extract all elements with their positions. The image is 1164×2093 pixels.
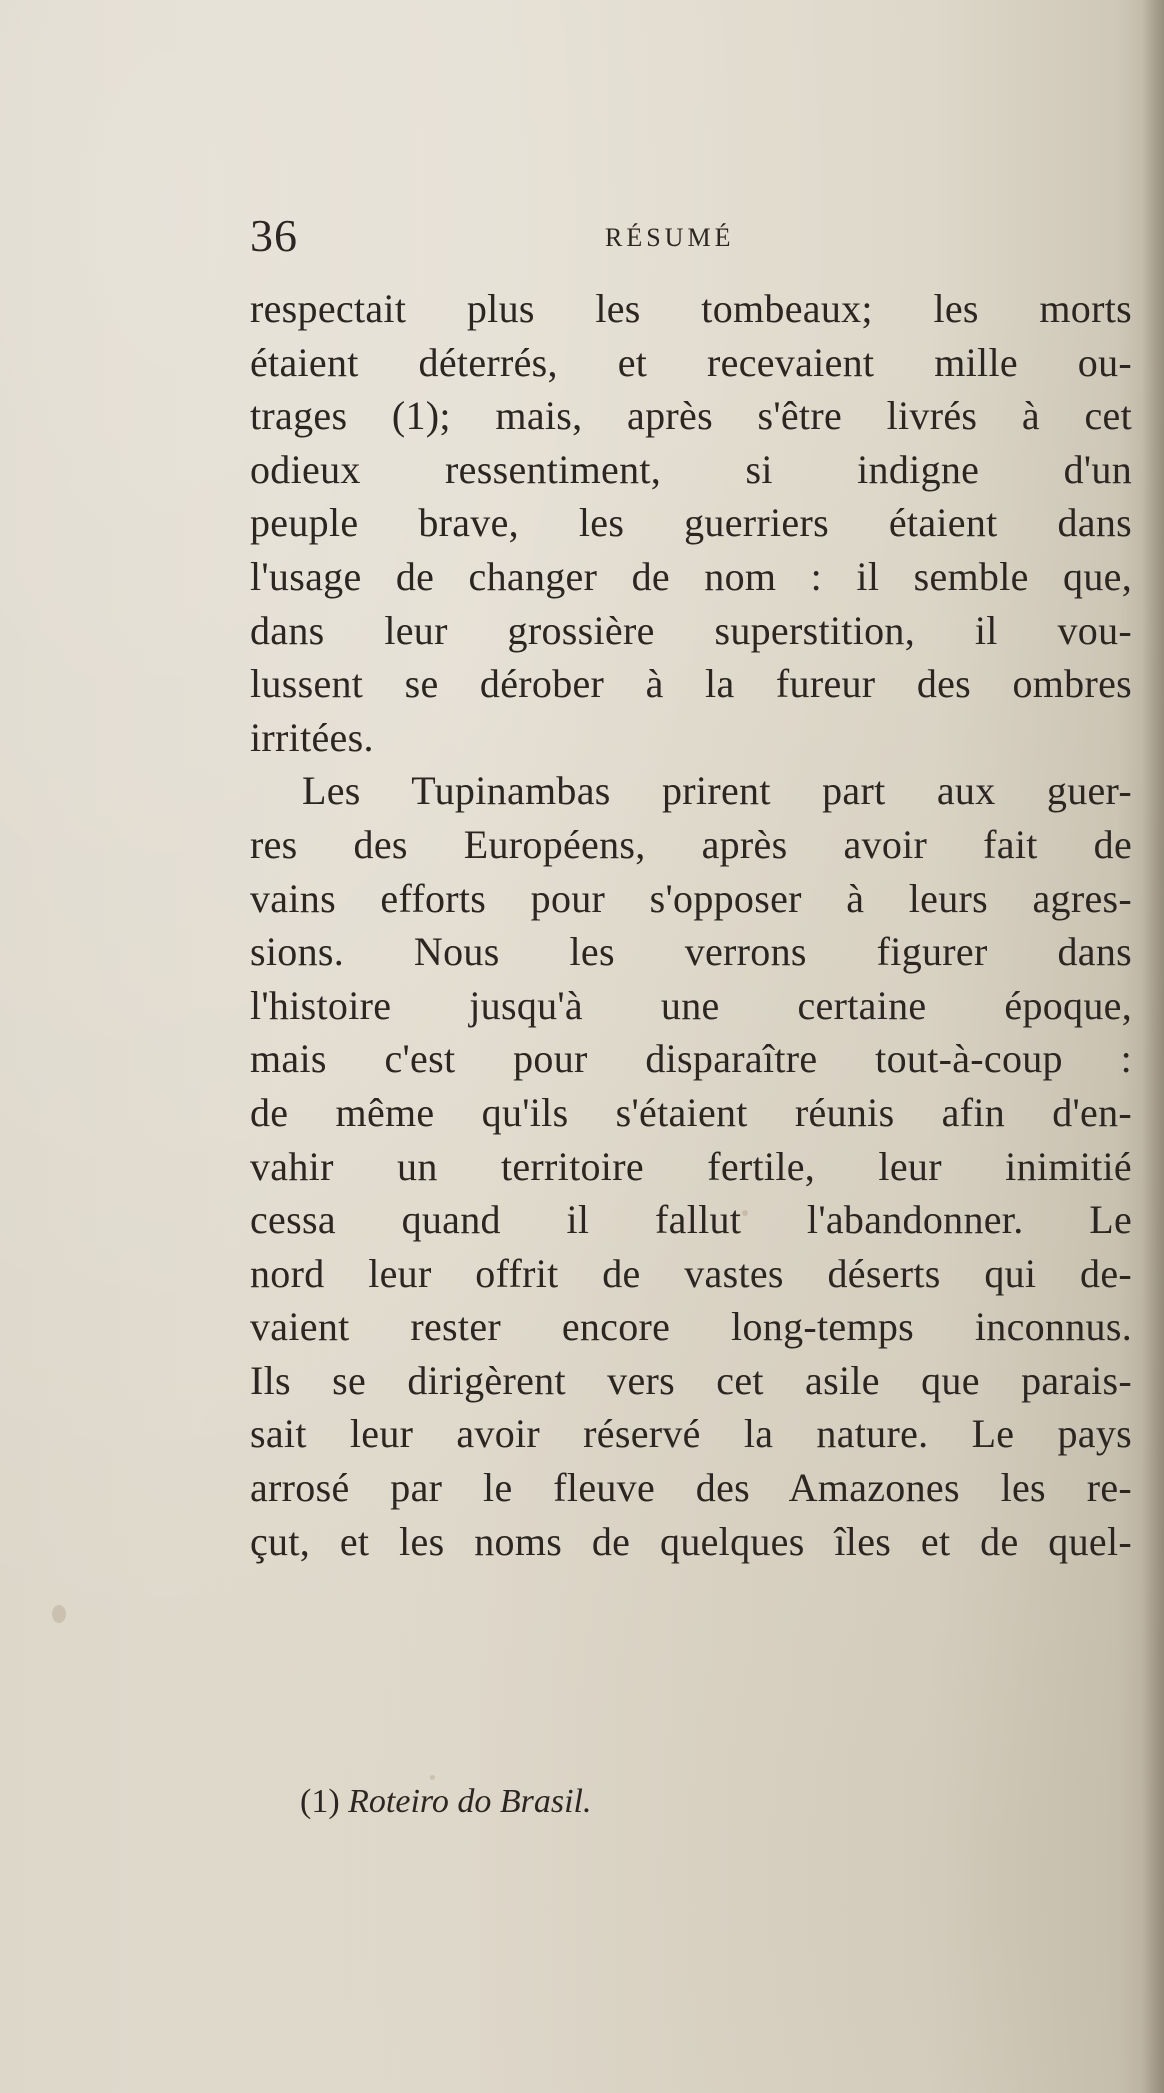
text-line: vaient rester encore long-temps inconnus. [250, 1304, 1132, 1350]
text-line: trages (1); mais, après s'être livrés à cet [250, 393, 1132, 439]
text-line: odieux ressentiment, si indigne d'un [250, 446, 1132, 492]
text-line: çut, et les noms de quelques îles et de quel- [250, 1518, 1132, 1564]
text-line: res des Européens, après avoir fait de [250, 821, 1132, 867]
text-line: cessa quand il fallut l'abandonner. Le [250, 1197, 1132, 1243]
text-line: nord leur offrit de vastes déserts qui de- [250, 1250, 1132, 1296]
text-line: lussent se dérober à la fureur des ombres [250, 661, 1132, 707]
body-text [250, 282, 1132, 1568]
text-line: étaient déterrés, et recevaient mille ou- [250, 339, 1132, 385]
text-line: mais c'est pour disparaître tout-à-coup : [250, 1036, 1132, 1082]
text-line: vahir un territoire fertile, leur inimitié [250, 1143, 1132, 1189]
text-line: arrosé par le fleuve des Amazones les re- [250, 1465, 1132, 1511]
text-line: sions. Nous les verrons figurer dans [250, 929, 1132, 975]
paragraph-end-line: irritées. [250, 714, 374, 760]
foxing-spot [52, 1605, 66, 1623]
text-line: respectait plus les tombeaux; les morts [250, 286, 1132, 331]
page-edge-shadow [1142, 0, 1164, 2093]
text-line: l'usage de changer de nom : il semble que, [250, 553, 1132, 599]
page-number: 36 [250, 210, 298, 261]
text-line: Ils se dirigèrent vers cet asile que parais- [250, 1357, 1132, 1403]
text-line: sait leur avoir réservé la nature. Le pays [250, 1411, 1132, 1457]
text-line: vains efforts pour s'opposer à leurs agres- [250, 875, 1132, 921]
text-line: de même qu'ils s'étaient réunis afin d'en- [250, 1089, 1132, 1135]
footnote [300, 1780, 592, 1824]
text-line: l'histoire jusqu'à une certaine époque, [250, 982, 1132, 1028]
page-header [250, 208, 1130, 264]
text-line: peuple brave, les guerriers étaient dans [250, 500, 1132, 546]
paragraph-first-line: Les Tupinambas prirent part aux guer- [302, 768, 1132, 814]
running-head: RÉSUMÉ [605, 223, 735, 252]
footnote-text: Roteiro do Brasil. [348, 1783, 592, 1820]
text-line: dans leur grossière superstition, il vou- [250, 607, 1132, 653]
footnote-marker: (1) [300, 1783, 340, 1820]
